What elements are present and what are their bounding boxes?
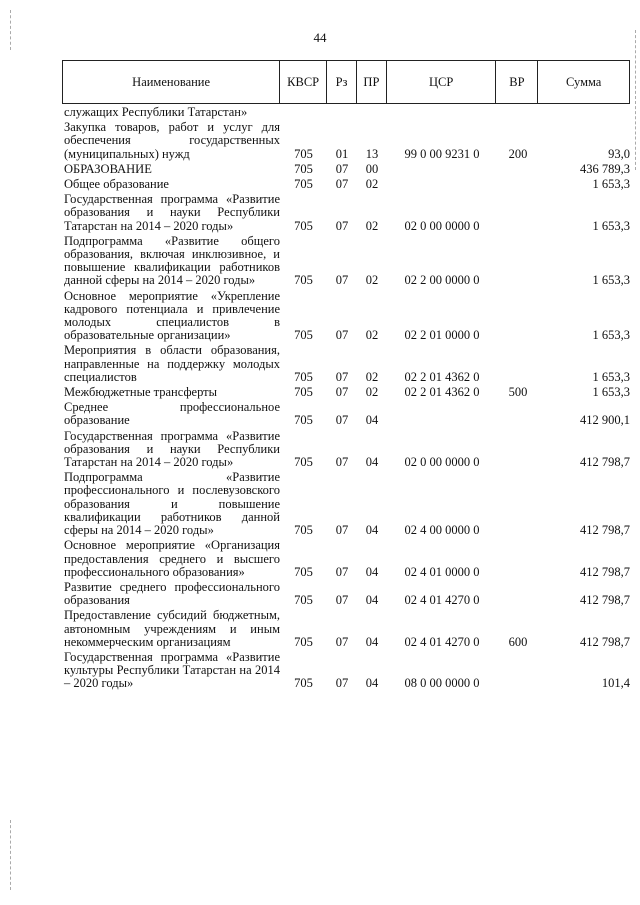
row-pr: 04	[365, 564, 379, 579]
row-vr: 600	[508, 634, 528, 649]
row-csr: 02 4 01 4270 0	[404, 634, 480, 649]
row-name: Среднее профессиональное образование	[64, 400, 280, 428]
table-row	[64, 651, 630, 691]
table-row	[64, 193, 630, 233]
table-body	[64, 106, 630, 693]
row-rz: 07	[335, 455, 349, 470]
row-name: Основное мероприятие «Организация предоставления среднего и высшего профессионального образования»	[64, 538, 280, 579]
row-name: Предоставление субсидий бюджетным, автономным учреждениям и иным некоммерческим организациям	[64, 608, 280, 649]
row-rz: 07	[335, 218, 349, 233]
row-csr: 99 0 00 9231 0	[404, 146, 480, 161]
left-margin-mark	[10, 10, 11, 50]
table-row	[64, 386, 630, 399]
row-sum: 412 798,7	[580, 523, 630, 538]
header-rz: Рз	[327, 61, 357, 103]
row-rz: 07	[335, 413, 349, 428]
table-row	[64, 401, 630, 427]
row-rz: 01	[335, 146, 349, 161]
row-csr: 02 0 00 0000 0	[404, 218, 480, 233]
row-csr: 02 2 01 4362 0	[404, 369, 480, 384]
row-name: Государственная программа «Развитие образования и науки Республики Татарстан на 2014 – 2020 годы»	[64, 428, 280, 470]
row-name: ОБРАЗОВАНИЕ	[64, 161, 152, 176]
row-rz: 07	[335, 593, 349, 608]
row-kvsr: 705	[294, 564, 313, 579]
table-row	[64, 344, 630, 384]
row-sum: 1 653,3	[592, 328, 630, 343]
row-sum: 412 798,7	[580, 455, 630, 470]
row-name: Общее образование	[64, 177, 169, 192]
table-row	[64, 539, 630, 579]
table-row	[64, 235, 630, 288]
row-name: Основное мероприятие «Укрепление кадрового потенциала и привлечение молодых специалистов в образовательные организации»	[64, 288, 280, 343]
row-kvsr: 705	[294, 273, 313, 288]
row-sum: 93,0	[608, 146, 630, 161]
row-rz: 07	[335, 177, 349, 192]
row-rz: 07	[335, 523, 349, 538]
row-kvsr: 705	[294, 328, 313, 343]
row-kvsr: 705	[294, 634, 313, 649]
row-name: служащих Республики Татарстан»	[64, 105, 248, 119]
row-sum: 1 653,3	[592, 218, 630, 233]
page-number: 44	[313, 30, 327, 45]
row-pr: 04	[365, 676, 379, 691]
header-name: Наименование	[63, 61, 280, 103]
row-kvsr: 705	[294, 455, 313, 470]
row-name: Подпрограмма «Развитие профессионального и послевузовского образования и повышение квалификации работников данной сферы на 2014 – 2020 годы»	[64, 470, 280, 538]
row-rz: 07	[335, 564, 349, 579]
row-sum: 412 798,7	[580, 634, 630, 649]
row-csr: 02 4 01 4270 0	[404, 593, 480, 608]
row-sum: 412 798,7	[580, 564, 630, 579]
row-rz: 07	[335, 273, 349, 288]
row-csr: 02 4 01 0000 0	[404, 564, 480, 579]
header-csr: ЦСР	[387, 61, 497, 103]
row-csr: 08 0 00 0000 0	[404, 676, 480, 691]
row-kvsr: 705	[294, 369, 313, 384]
header-kvsr: КВСР	[280, 61, 327, 103]
row-csr: 02 2 00 0000 0	[404, 273, 480, 288]
table-row	[64, 430, 630, 470]
header-vr: ВР	[496, 61, 538, 103]
row-kvsr: 705	[294, 523, 313, 538]
row-pr: 04	[365, 593, 379, 608]
row-sum: 412 798,7	[580, 593, 630, 608]
row-sum: 412 900,1	[580, 413, 630, 428]
row-pr: 02	[365, 369, 379, 384]
table-row	[64, 178, 630, 191]
table-row	[64, 106, 630, 119]
row-sum: 1 653,3	[592, 177, 630, 192]
row-name: Мероприятия в области образования, направленные на поддержку молодых специалистов	[64, 343, 280, 384]
table-header	[62, 60, 630, 104]
row-rz: 07	[335, 369, 349, 384]
row-name: Подпрограмма «Развитие общего образования, включая инклюзивное, и повышение квалификации работников данной сферы на 2014 – 2020 годы»	[64, 233, 280, 288]
row-kvsr: 705	[294, 146, 313, 161]
row-vr: 200	[508, 146, 528, 161]
row-rz: 07	[335, 161, 349, 176]
row-pr: 02	[365, 273, 379, 288]
row-csr: 02 4 00 0000 0	[404, 523, 480, 538]
row-sum: 1 653,3	[592, 385, 630, 400]
row-csr: 02 2 01 4362 0	[404, 385, 480, 400]
row-csr: 02 0 00 0000 0	[404, 455, 480, 470]
row-kvsr: 705	[294, 676, 313, 691]
left-margin-mark	[10, 820, 11, 890]
header-sum: Сумма	[565, 74, 602, 89]
row-kvsr: 705	[294, 177, 313, 192]
row-vr: 500	[508, 385, 528, 400]
row-name: Закупка товаров, работ и услуг для обеспечения государственных (муниципальных) нужд	[64, 120, 280, 161]
table-row	[64, 290, 630, 343]
row-kvsr: 705	[294, 218, 313, 233]
row-pr: 02	[365, 218, 379, 233]
table-row	[64, 121, 630, 161]
row-name: Государственная программа «Развитие культуры Республики Татарстан на 2014 – 2020 годы»	[64, 649, 280, 691]
row-csr: 02 2 01 0000 0	[404, 328, 480, 343]
table-row	[64, 581, 630, 607]
row-pr: 02	[365, 328, 379, 343]
row-kvsr: 705	[294, 385, 313, 400]
row-sum: 101,4	[601, 676, 630, 691]
row-sum: 1 653,3	[592, 369, 630, 384]
row-pr: 04	[365, 455, 379, 470]
table-row	[64, 471, 630, 537]
row-kvsr: 705	[294, 161, 313, 176]
row-rz: 07	[335, 328, 349, 343]
right-margin-mark	[635, 30, 636, 170]
row-pr: 04	[365, 413, 379, 428]
row-rz: 07	[335, 676, 349, 691]
row-name: Межбюджетные трансферты	[64, 385, 218, 400]
row-kvsr: 705	[294, 593, 313, 608]
row-pr: 04	[365, 634, 379, 649]
row-pr: 02	[365, 177, 379, 192]
table-row	[64, 609, 630, 649]
row-sum: 1 653,3	[592, 273, 630, 288]
row-pr: 04	[365, 523, 379, 538]
row-name: Развитие среднего профессионального образования	[64, 579, 280, 608]
row-name: Государственная программа «Развитие образования и науки Республики Татарстан на 2014 – 2020 годы»	[64, 192, 280, 233]
row-sum: 436 789,3	[580, 161, 630, 176]
row-pr: 02	[365, 385, 379, 400]
row-kvsr: 705	[294, 413, 313, 428]
row-pr: 00	[365, 161, 379, 176]
row-rz: 07	[335, 634, 349, 649]
row-pr: 13	[365, 146, 379, 161]
header-pr: ПР	[357, 61, 387, 103]
row-rz: 07	[335, 385, 349, 400]
table-row	[64, 163, 630, 176]
